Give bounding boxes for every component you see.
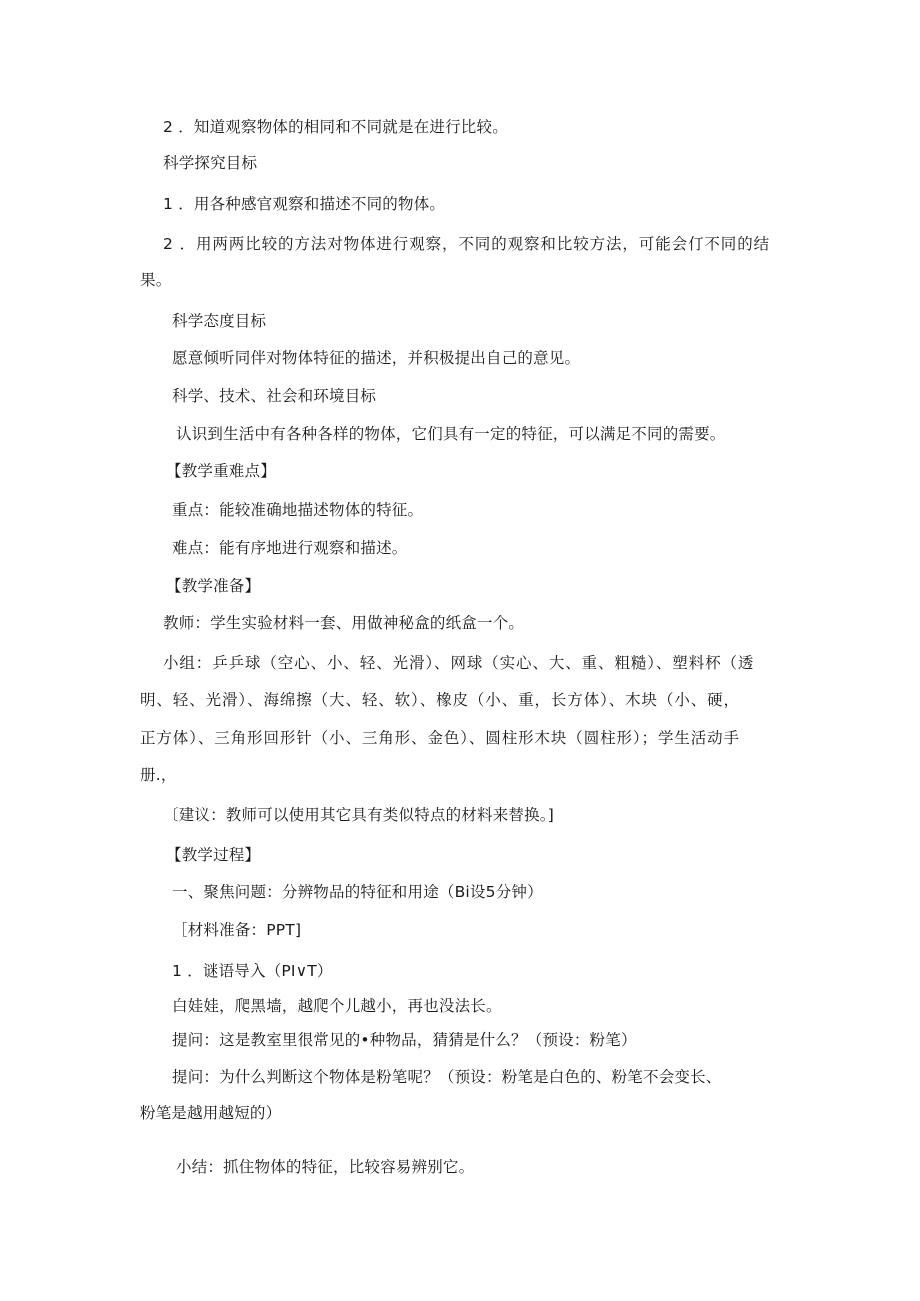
suggestion-line: 〔建议：教师可以使用其它具有类似特点的材料来替换。] (163, 806, 554, 824)
heading-science-inquiry-goals: 科学探究目标 (163, 154, 258, 172)
heading-teaching-preparation: 【教学准备】 (166, 577, 261, 595)
question-2-continuation: 粉笔是越用越短的） (140, 1104, 282, 1122)
question-2-line: 提问：为什么判断这个物体是粉笔呢？（预设：粉笔是白色的、粉笔不会变长、 (172, 1068, 722, 1086)
material-preparation-line: ［材料准备：PPT] (172, 921, 302, 939)
question-1-line: 提问：这是教室里很常见的•种物品，猜猜是什么？（预设：粉笔） (172, 1031, 637, 1049)
attitude-goal-line: 愿意倾听同伴对物体特征的描述，并积极提出自己的意见。 (172, 349, 581, 367)
inquiry-goal-1-line: 1 ．用各种感官观察和描述不同的物体。 (163, 195, 446, 213)
teacher-materials-line: 教师：学生实验材料一套、用做神秘盒的纸盒一个。 (163, 614, 525, 632)
section-1-title: 一、聚焦问题：分辨物品的特征和用途（Bi设5分钟） (172, 883, 543, 901)
stse-goal-line: 认识到生活中有各种各样的物体，它们具有一定的特征，可以满足不同的需要。 (176, 425, 726, 443)
inquiry-goal-2-line: 2 ．用两两比较的方法对物体进行观察，不同的观察和比较方法，可能会仃不同的结 (163, 235, 770, 253)
heading-science-attitude-goals: 科学态度目标 (172, 312, 267, 330)
summary-line: 小结：抓住物体的特征，比较容易辨别它。 (176, 1158, 475, 1176)
riddle-intro-heading: 1 ．谜语导入（PI∨T） (172, 962, 333, 980)
difficult-point-line: 难点：能有序地进行观察和描述。 (172, 539, 408, 557)
heading-key-difficult-points: 【教学重难点】 (166, 462, 276, 480)
heading-stse-goals: 科学、技术、社会和环境目标 (172, 387, 377, 405)
riddle-text-line: 白娃娃，爬黑墙，越爬个儿越小，再也没法长。 (172, 997, 502, 1015)
group-materials-line-3: 正方体）、三角形回形针（小、三角形、金色）、圆柱形木块（圆柱形）；学生活动手 (140, 729, 740, 747)
heading-teaching-process: 【教学过程】 (166, 846, 261, 864)
objective-2-line: 2 ．知道观察物体的相同和不同就是在进行比较。 (163, 118, 508, 136)
group-materials-line-2: 明、轻、光滑）、海绵擦（大、轻、软）、橡皮（小、重，长方体）、木块（小、硬， (140, 691, 740, 709)
group-materials-line-4: 册.， (140, 766, 177, 784)
key-point-line: 重点：能较准确地描述物体的特征。 (172, 501, 424, 519)
inquiry-goal-2-continuation: 果。 (140, 271, 172, 289)
group-materials-line-1: 小组：乒乒球（空心、小、轻、光滑）、网球（实心、大、重、粗糙）、塑料杯（透 (163, 654, 755, 672)
